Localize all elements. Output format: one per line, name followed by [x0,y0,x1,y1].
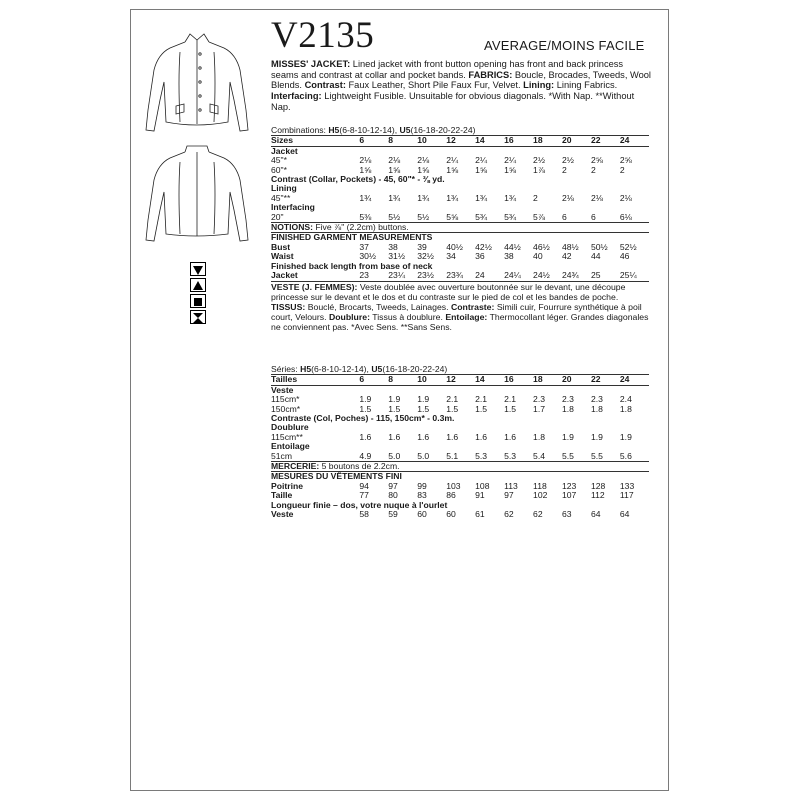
cell: 1.6 [504,431,517,442]
notions-label: NOTIONS: [271,222,314,233]
cell: 42½ [475,241,492,252]
fr-combo1-code: H5 [300,364,312,374]
row-label: 115cm** [271,431,303,442]
cell: 2½ [533,155,545,166]
size-col: 16 [504,374,514,385]
cell: 83 [417,490,427,501]
jacket-back-sketch [140,142,255,252]
cell: 2⅛ [417,155,430,166]
cell: 2⅛ [388,155,401,166]
cell: 94 [359,480,369,491]
cell: 108 [475,480,490,491]
fr-desc-contrast-label: Contraste: [450,301,495,312]
size-col: 6 [359,374,365,385]
fabric-symbols [190,262,208,326]
cell: 1.8 [619,403,632,414]
cell: 5.4 [533,450,545,461]
desc-fabrics-label: FABRICS: [468,69,513,80]
size-col: 10 [417,374,427,385]
entoilage-label: Entoilage [271,441,310,452]
cell: 1¾ [359,192,372,203]
cell: 1.9 [417,394,430,405]
fr-desc-lead: VESTE (J. FEMMES): [271,281,358,292]
cell: 1¾ [446,192,459,203]
cell: 5.0 [388,450,401,461]
cell: 2⅛ [590,192,603,203]
cell: 1.9 [590,431,603,442]
english-description [271,59,651,113]
cell: 2⅛ [562,192,574,203]
size-col: 12 [446,374,456,385]
difficulty-level: AVERAGE/MOINS FACILE [484,38,645,53]
cell: 1.8 [590,403,603,414]
cell: 2 [590,164,596,175]
cell: 1.8 [562,403,574,414]
cell: 34 [446,251,456,262]
cell: 5⅝ [446,211,459,222]
size-col: 14 [475,135,485,146]
cell: 5.3 [504,450,517,461]
cell: 1.6 [359,431,372,442]
cell: 1⅝ [417,164,430,175]
cell: 5¾ [475,211,488,222]
cell: 63 [562,509,572,520]
cell: 24 [475,270,485,281]
cell: 2⅝ [619,155,632,166]
cell: 1.6 [475,431,488,442]
cell: 5.1 [446,450,459,461]
cell: 1.6 [446,431,459,442]
cell: 38 [388,241,398,252]
cell: 2⅝ [590,155,603,166]
cell: 44½ [504,241,521,252]
cell: 37 [359,241,369,252]
cell: 23¾ [446,270,463,281]
cell: 1⅞ [533,164,545,175]
cell: 4.9 [359,450,372,461]
cell: 2.4 [619,394,632,405]
cell: 1.6 [417,431,430,442]
fr-desc-lining-text: Tissus à doublure. [369,312,446,323]
cell: 23 [359,270,369,281]
pattern-number: V2135 [271,15,375,56]
cell: 1.9 [619,431,632,442]
cell: 128 [590,480,606,491]
cell: 2.1 [446,394,459,405]
size-col: 8 [388,374,394,385]
french-description [271,282,649,333]
cell: 1.9 [388,394,401,405]
cell: 31½ [388,251,406,262]
table-row [271,452,649,462]
size-col: 20 [562,135,572,146]
fr-desc-interfacing-label: Entoilage: [445,312,488,323]
size-col: 16 [504,135,514,146]
cell: 61 [475,509,485,520]
row-label: 150cm* [271,403,301,414]
fr-desc-lining-label: Doublure: [328,312,370,323]
cell: 5¾ [504,211,517,222]
row-label: 45"* [271,155,287,166]
size-col: 18 [533,374,543,385]
cell: 1⅝ [359,164,372,175]
cell: 1⅝ [475,164,488,175]
notions-text: Five ⅞" (2.2cm) buttons. [313,222,409,233]
fr-combo2-code: U5 [371,364,383,374]
cell: 1¾ [417,192,430,203]
sizes-label: Sizes [271,135,293,146]
row-label: 51cm [271,450,293,461]
row-label: Veste [271,509,294,520]
cell: 2 [562,164,567,175]
cell: 30½ [359,251,377,262]
series-prefix: Séries: [271,364,301,374]
cell: 2 [619,164,625,175]
interfacing-label: Interfacing [271,202,315,213]
cell: 5.6 [619,450,632,461]
cell: 2¼ [446,155,459,166]
cell: 102 [533,490,548,501]
fr-finished-label: MESURES DU VÊTEMENTS FINI [271,471,402,482]
cell: 91 [475,490,485,501]
combo1-code: H5 [328,125,340,135]
cell: 1⅝ [388,164,401,175]
cell: 133 [619,480,635,491]
fr-contrast-line: Contraste (Col, Poches) - 115, 150cm* - 0.3m. [271,413,455,424]
triangle-down-icon [190,262,206,276]
cell: 38 [504,251,514,262]
cell: 2.3 [590,394,603,405]
table-row [271,194,649,203]
lining-label: Lining [271,183,297,194]
cell: 6 [590,211,596,222]
cell: 1¾ [504,192,517,203]
fr-desc-interfacing-text: Thermocollant léger. Grandes diagonales ne conviennent pas. *Avec Sens. **Sans Sens. [271,312,649,333]
cell: 24¼ [504,270,521,281]
cell: 60 [446,509,456,520]
row-label: 20" [271,211,284,222]
cell: 1.9 [562,431,574,442]
cell: 5.0 [417,450,430,461]
cell: 97 [388,480,398,491]
size-col: 14 [475,374,485,385]
table-row [271,510,649,519]
cell: 2.3 [562,394,574,405]
desc-interfacing-text: Lightweight Fusible. Unsuitable for obvious diagonals. *With Nap. **Without Nap. [271,91,635,112]
cell: 5⅞ [533,211,545,222]
row-label: Bust [271,241,291,252]
notions-line [271,223,649,233]
cell: 1⅝ [446,164,459,175]
cell: 2¼ [475,155,488,166]
cell: 40½ [446,241,463,252]
cell: 117 [619,490,634,501]
cell: 2 [533,192,538,203]
cell: 1.5 [504,403,517,414]
cell: 1.5 [446,403,459,414]
cell: 118 [533,480,547,491]
cell: 2.1 [475,394,488,405]
combinations-prefix: Combinations: [271,125,329,135]
cell: 2¼ [504,155,517,166]
cell: 5.5 [562,450,574,461]
cell: 64 [590,509,601,520]
cell: 60 [417,509,427,520]
mercerie-text: 5 boutons de 2.2cm. [319,461,400,472]
cell: 23½ [417,270,434,281]
row-label: Waist [271,251,294,262]
contrast-line: Contrast (Collar, Pockets) - 45, 60"* - ⅜ yd. [271,174,445,185]
square-icon [190,294,206,308]
cell: 48½ [562,241,579,252]
tailles-header-row [271,375,649,385]
cell: 80 [388,490,398,501]
jacket-front-sketch [140,30,255,140]
cell: 42 [562,251,572,262]
doublure-label: Doublure [271,422,309,433]
cell: 5.3 [475,450,488,461]
cell: 6⅛ [619,211,632,222]
cell: 32½ [417,251,434,262]
cell: 1¾ [388,192,401,203]
size-col: 22 [590,374,601,385]
desc-lining-text: Lining Fabrics. [554,80,618,91]
cell: 64 [619,509,630,520]
cell: 1¾ [475,192,488,203]
finished-measurements-label: FINISHED GARMENT MEASUREMENTS [271,232,433,243]
cell: 1.8 [533,431,545,442]
size-col: 24 [619,374,630,385]
row-label: 45"** [271,192,291,203]
size-col: 10 [417,135,427,146]
cell: 46½ [533,241,550,252]
cell: 24¾ [562,270,579,281]
cell: 2½ [562,155,574,166]
table-row [271,271,649,280]
cell: 5½ [388,211,401,222]
cell: 123 [562,480,577,491]
cell: 1⅝ [504,164,517,175]
cell: 6 [562,211,567,222]
size-col: 12 [446,135,456,146]
cell: 1.7 [533,403,545,414]
combinations-line [271,126,649,135]
size-col: 20 [562,374,572,385]
size-col: 8 [388,135,394,146]
sizes-header-row [271,136,649,146]
desc-fabrics-text: Boucle, Brocades, Tweeds, Wool Blends. [271,69,651,91]
cell: 59 [388,509,398,520]
size-col: 22 [590,135,601,146]
cell: 2.3 [533,394,545,405]
size-col: 6 [359,135,365,146]
french-yardage-table [271,365,649,520]
cell: 112 [590,490,605,501]
table-row [271,433,649,442]
english-yardage-table [271,126,649,333]
combo2-code: U5 [399,125,411,135]
cell: 52½ [619,241,637,252]
row-label: Poitrine [271,480,303,491]
cell: 77 [359,490,369,501]
desc-interfacing-label: Interfacing: [271,91,322,102]
fr-back-length-label: Longueur finie – dos, votre nuque à l'ourlet [271,499,448,510]
desc-lead-text: Lined jacket with front button opening has front and back princess seams and contrast at collar and pocket bands. [271,59,624,80]
row-label: Taille [271,490,293,501]
cell: 5.5 [590,450,603,461]
size-col: 24 [619,135,630,146]
cell: 2⅛ [619,192,632,203]
cell: 46 [619,251,630,262]
veste-label: Veste [271,384,294,395]
hourglass-icon [190,310,206,324]
cell: 5½ [417,211,430,222]
cell: 44 [590,251,601,262]
cell: 2⅛ [359,155,372,166]
cell: 5⅜ [359,211,372,222]
series-line [271,365,649,374]
desc-contrast-text: Faux Leather, Short Pile Faux Fur, Velvet. [345,80,524,91]
back-length-label: Finished back length from base of neck [271,260,433,271]
cell: 25¼ [619,270,637,281]
cell: 39 [417,241,427,252]
row-label: Jacket [271,270,298,281]
fr-combo1-sizes: (6-8-10-12-14), [311,364,372,374]
cell: 1.5 [359,403,372,414]
cell: 1.6 [388,431,401,442]
tailles-label: Tailles [271,374,298,385]
cell: 97 [504,490,514,501]
cell: 2.1 [504,394,517,405]
mercerie-label: MERCERIE: [271,461,320,472]
cell: 113 [504,480,518,491]
cell: 86 [446,490,456,501]
fr-desc-lead-text: Veste doublée avec ouverture boutonnée sur le devant, une découpe princesse sur le devant et le dos et du contraste sur le pied de col et les bandes de poche. [271,281,626,302]
combo1-sizes: (6-8-10-12-14), [339,125,400,135]
fr-combo2-sizes: (16-18-20-22-24) [382,364,448,374]
cell: 1.9 [359,394,372,405]
row-label: 60"* [271,164,287,175]
cell: 1.5 [475,403,488,414]
triangle-up-icon [190,278,206,292]
cell: 58 [359,509,369,520]
cell: 107 [562,490,577,501]
cell: 62 [533,509,543,520]
cell: 103 [446,480,461,491]
combo2-sizes: (16-18-20-22-24) [410,125,476,135]
cell: 24½ [533,270,550,281]
fr-desc-fabrics-label: TISSUS: [271,301,306,312]
cell: 23¼ [388,270,406,281]
cell: 62 [504,509,514,520]
fr-desc-contrast-text: Simili cuir, Fourrure synthétique à poil court, Velours. [271,301,642,323]
cell: 50½ [590,241,608,252]
cell: 1.5 [388,403,401,414]
fr-desc-fabrics-text: Bouclé, Brocarts, Tweeds, Lainages. [305,301,451,312]
cell: 99 [417,480,427,491]
table-row [271,213,649,223]
size-col: 18 [533,135,543,146]
desc-lining-label: Lining: [523,80,555,91]
cell: 36 [475,251,485,262]
jacket-label: Jacket [271,145,298,156]
cell: 40 [533,251,543,262]
desc-lead: MISSES' JACKET: [271,59,351,69]
desc-contrast-label: Contrast: [304,80,346,91]
cell: 1.5 [417,403,430,414]
row-label: 115cm* [271,394,300,405]
cell: 25 [590,270,601,281]
